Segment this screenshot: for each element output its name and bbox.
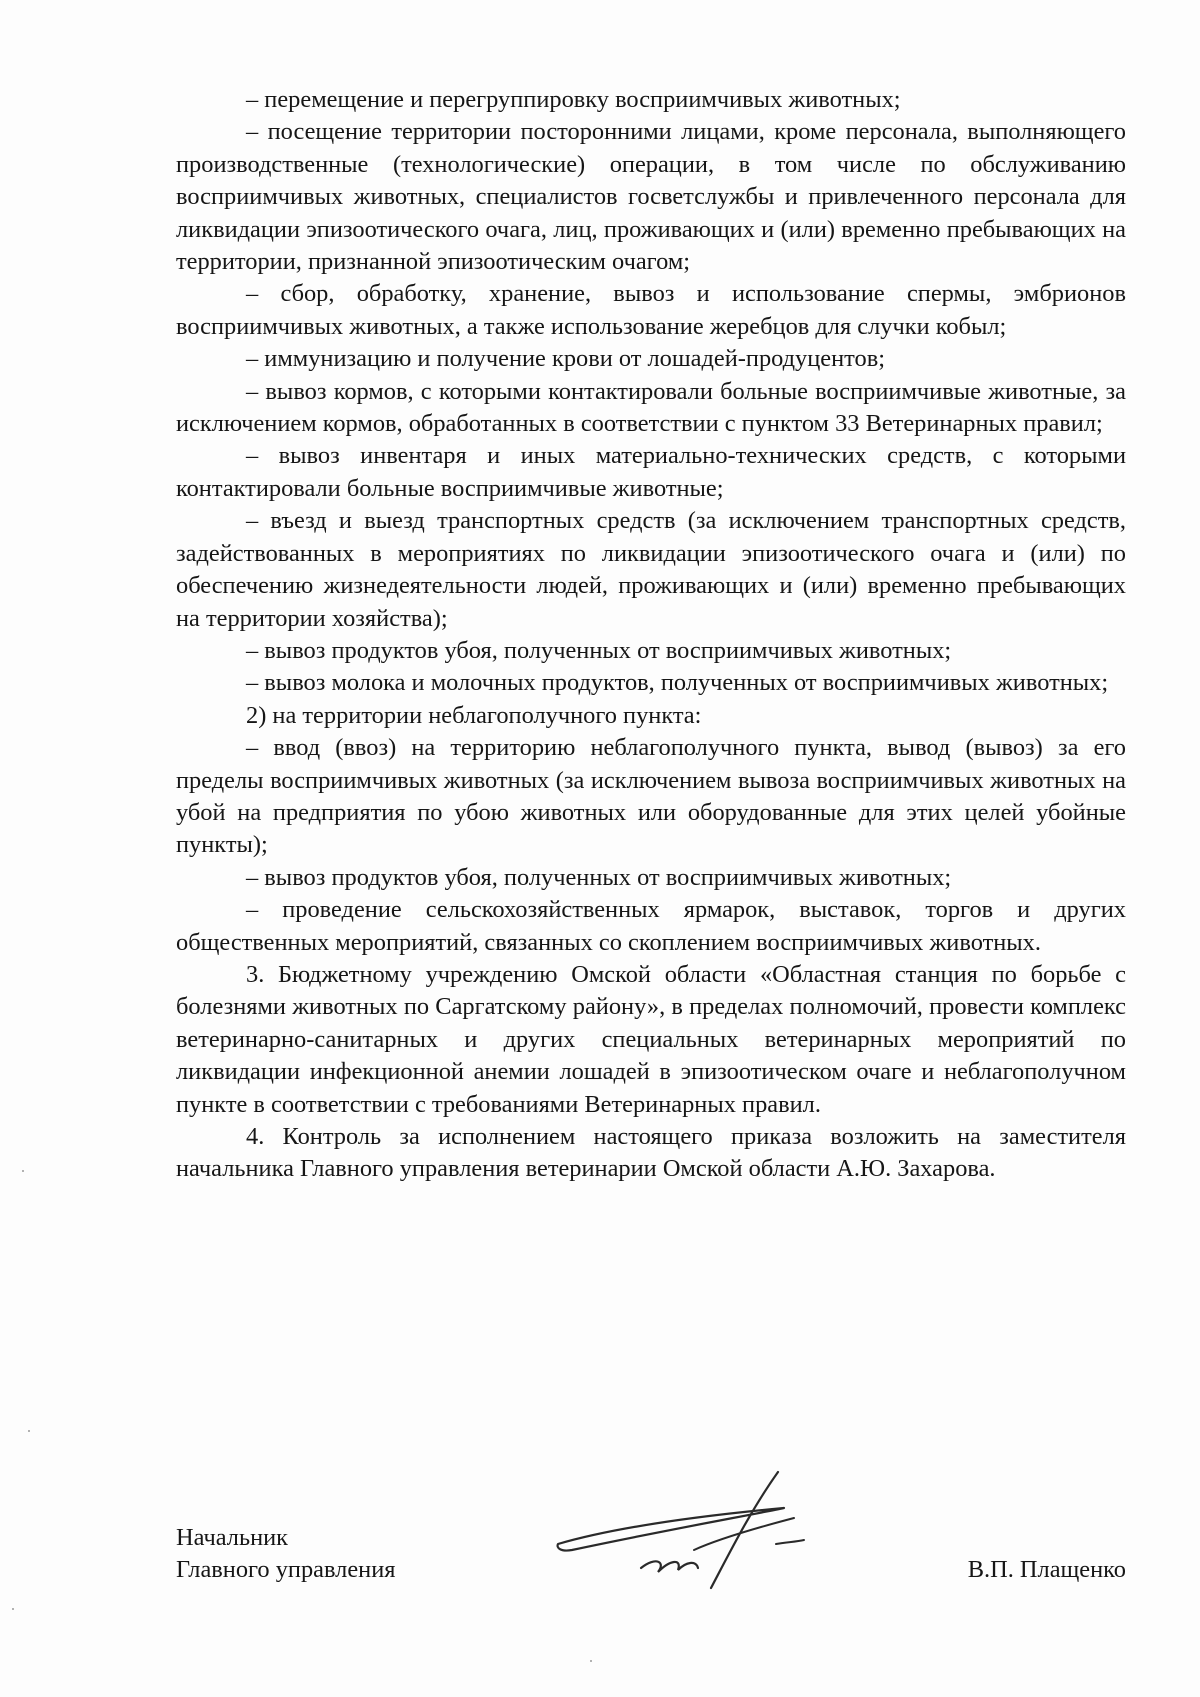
paragraph-immunization-ban: – иммунизацию и получение крови от лошадей-продуцентов; [246,345,885,373]
paragraph-feed-ban: – вывоз кормов, с которыми контактировали больные восприимчивые животные, за исключением кормов, обработанных в соответствии с пунктом 33 Ветеринарных правил; [176,377,1126,438]
signature-block [176,1522,1126,1612]
signatory-title-line-2: Главного управления [176,1556,396,1584]
paragraph-transport-ban: – въезд и выезд транспортных средств (за исключением транспортных средств, задействованных в мероприятиях по ликвидации эпизоотического очага и (или) по обеспечению жизнедеятельности людей, проживающих и (или) временно пребывающих на территории хозяйства); [176,507,1126,632]
paragraph-milk-ban: – вывоз молока и молочных продуктов, полученных от восприимчивых животных; [246,669,1109,697]
signatory-name: В.П. Плащенко [967,1556,1126,1583]
paragraph-slaughter-products-ban-2: – вывоз продуктов убоя, полученных от восприимчивых животных; [246,863,952,891]
paragraph-item-4-control: 4. Контроль за исполнением настоящего приказа возложить на заместителя начальника Главного управления ветеринарии Омской области А.Ю. Захарова. [176,1123,1126,1183]
paragraph-fairs-ban: – проведение сельскохозяйственных ярмарок, выставок, торгов и других общественных мероприятий, связанных со скоплением восприимчивых животных. [176,896,1126,956]
paragraph-slaughter-products-ban: – вывоз продуктов убоя, полученных от восприимчивых животных; [246,636,952,664]
paragraph-animal-transfer-ban: – ввод (ввоз) на территорию неблагополучного пункта, вывод (вывоз) за его пределы восприимчивых животных (за исключением вывоза восприимчивых животных на убой на предприятия по убою животных или оборудованные для этих целей убойные пункты); [176,734,1126,859]
paragraph-visitors-ban: – посещение территории посторонними лицами, кроме персонала, выполняющего производственные (технологические) операции, в том числе по обслуживанию восприимчивых животных, специалистов госветслужбы и привлеченного персонала для ликвидации эпизоотического очага, лиц, проживающих и (или) временно пребывающих на территории, признанной эпизоотическим очагом; [176,118,1126,276]
paragraph-semen-ban: – сбор, обработку, хранение, вывоз и использование спермы, эмбрионов восприимчивых животных, а также использование жеребцов для случки кобыл; [176,280,1126,340]
scan-speck [590,1660,592,1662]
scan-speck [22,1170,24,1172]
order-body-text [176,84,1126,1186]
paragraph-movement-ban: – перемещение и перегруппировку восприимчивых животных; [246,86,901,113]
signatory-title-line-1: Начальник [176,1524,289,1551]
paragraph-item-3-station: 3. Бюджетному учреждению Омской области «Областная станция по борьбе с болезнями животных по Саргатскому району», в пределах полномочий, провести комплекс ветеринарно-санитарных и других специальных ветеринарных мероприятий по ликвидации инфекционной анемии лошадей в эпизоотическом очаге и неблагополучном пункте в соответствии с требованиями Ветеринарных правил. [176,960,1126,1118]
paragraph-unfavorable-point-heading: 2) на территории неблагополучного пункта: [246,701,702,729]
scan-speck [28,1430,30,1432]
scan-speck [12,1608,14,1610]
signatory-title [176,1522,396,1587]
paragraph-inventory-ban: – вывоз инвентаря и иных материально-технических средств, с которыми контактировали больные восприимчивые животные; [176,442,1126,502]
